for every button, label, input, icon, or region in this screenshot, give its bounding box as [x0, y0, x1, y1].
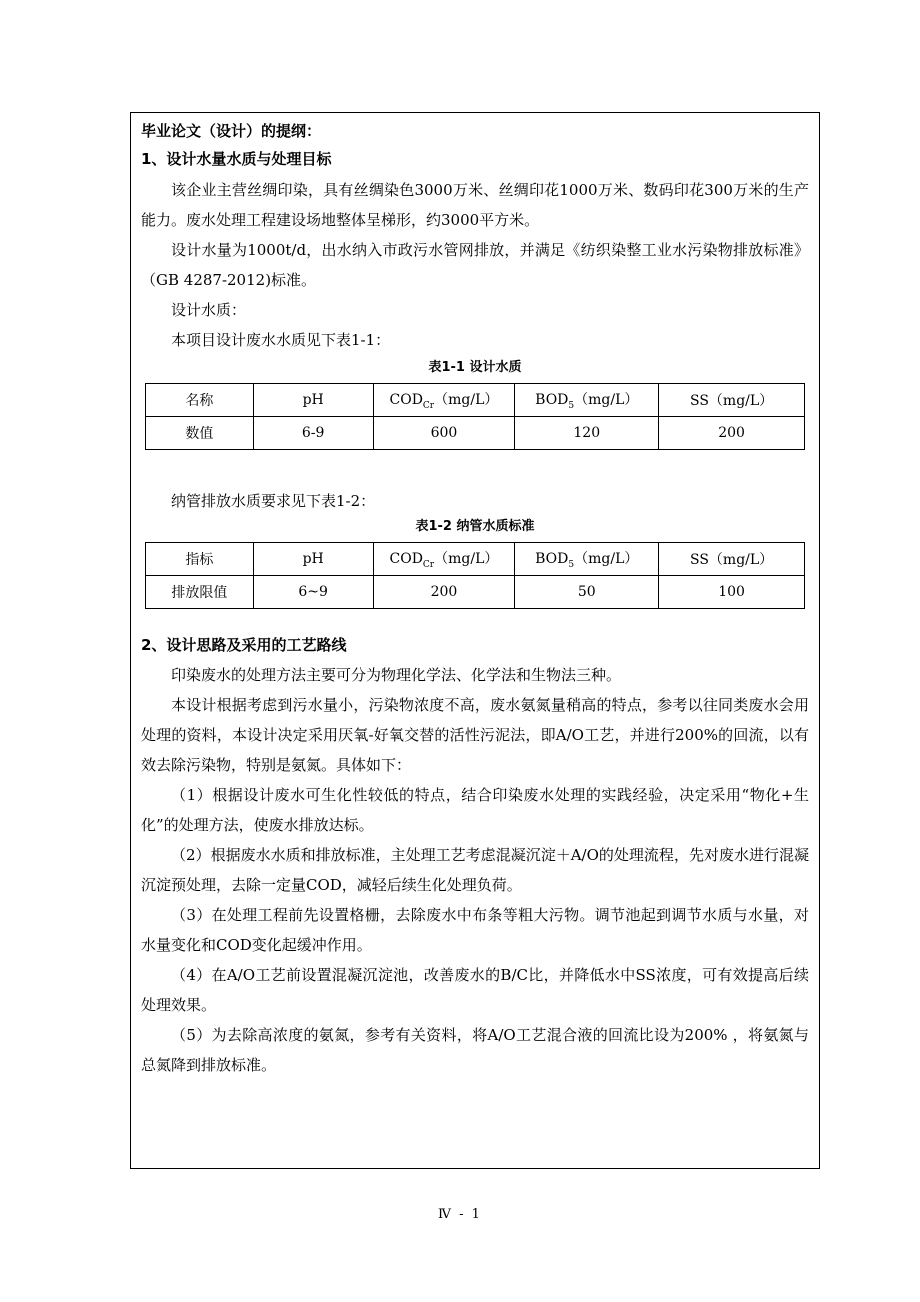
table-cell: 指标 — [146, 543, 254, 576]
table-cell: 名称 — [146, 384, 254, 417]
table-cell: $BOD_5(mg/L)$ — [515, 384, 659, 417]
table-cell: 120 — [515, 417, 659, 450]
paragraph: 该企业主营丝绸印染，具有丝绸染色3000万米、丝绸印花1000万米、数码印花300万米的生产能力。废水处理工程建设场地整体呈梯形，约3000平方米。 — [141, 181, 809, 229]
table-cell: $COD_{Cr}(mg/L)$ — [373, 384, 515, 417]
table-2-caption: 表1-2 纳管水质标准 — [415, 519, 535, 534]
table-cell: 200 — [373, 576, 515, 609]
paragraph: 本项目设计废水水质见下表1-1： — [171, 331, 391, 349]
page-number: Ⅳ - 1 — [438, 1207, 482, 1222]
table-cell: 100 — [659, 576, 805, 609]
table-cell: 50 — [515, 576, 659, 609]
table-1-caption: 表1-1 设计水质 — [428, 360, 522, 375]
table-cell: 排放限值 — [146, 576, 254, 609]
table-1 — [145, 383, 805, 450]
paragraph: （4）在A/O工艺前设置混凝沉淀池，改善废水的B/C比，并降低水中SS浓度，可有效提高后续处理效果。 — [141, 966, 809, 1014]
paragraph: （5）为去除高浓度的氨氮，参考有关资料，将A/O工艺混合液的回流比设为200% ，将氨氮与总氮降到排放标准。 — [141, 1026, 809, 1074]
table-header-row — [146, 543, 805, 576]
paragraph: 设计水量为1000t/d，出水纳入市政污水管网排放，并满足《纺织染整工业水污染物排放标准》（GB 4287-2012)标准。 — [141, 241, 809, 289]
table-cell: pH — [253, 543, 373, 576]
table-cell: 6~9 — [253, 576, 373, 609]
outline-title: 毕业论文（设计）的提纲： — [141, 122, 322, 140]
paragraph: 本设计根据考虑到污水量小，污染物浓度不高，废水氨氮量稍高的特点，参考以往同类废水会用处理的资料，本设计决定采用厌氧-好氧交替的活性污泥法，即A/O工艺，并进行200%的回流，以有效去除污染物，特别是氨氮。具体如下： — [141, 696, 809, 774]
table-cell: 数值 — [146, 417, 254, 450]
section-1-heading: 1、设计水量水质与处理目标 — [141, 150, 332, 168]
section-2-heading: 2、设计思路及采用的工艺路线 — [141, 636, 347, 654]
table-cell: SS（mg/L） — [659, 384, 805, 417]
table-cell: $BOD_5(mg/L)$ — [515, 543, 659, 576]
paragraph: （1）根据设计废水可生化性较低的特点，结合印染废水处理的实践经验，决定采用“物化+生化”的处理方法，使废水排放达标。 — [141, 786, 809, 834]
table-cell: 6-9 — [253, 417, 373, 450]
table-header-row — [146, 384, 805, 417]
section-2-body — [141, 660, 809, 1080]
paragraph: （3）在处理工程前先设置格栅，去除废水中布条等粗大污物。调节池起到调节水质与水量，对水量变化和COD变化起缓冲作用。 — [141, 906, 809, 954]
table-cell: SS（mg/L） — [659, 543, 805, 576]
table-2 — [145, 542, 805, 609]
table-cell: 600 — [373, 417, 515, 450]
outline-content — [141, 121, 809, 1080]
paragraph: 印染废水的处理方法主要可分为物理化学法、化学法和生物法三种。 — [171, 666, 622, 684]
paragraph: 设计水质： — [171, 301, 247, 319]
table-cell: pH — [253, 384, 373, 417]
outline-frame — [130, 112, 820, 1169]
paragraph: 纳管排放水质要求见下表1-2： — [171, 492, 376, 510]
table-cell: 200 — [659, 417, 805, 450]
table-cell: $COD_{Cr}(mg/L)$ — [373, 543, 515, 576]
table-row — [146, 576, 805, 609]
table-row — [146, 417, 805, 450]
paragraph: （2）根据废水水质和排放标准，主处理工艺考虑混凝沉淀＋A/O的处理流程，先对废水进行混凝沉淀预处理，去除一定量COD，减轻后续生化处理负荷。 — [141, 846, 809, 894]
